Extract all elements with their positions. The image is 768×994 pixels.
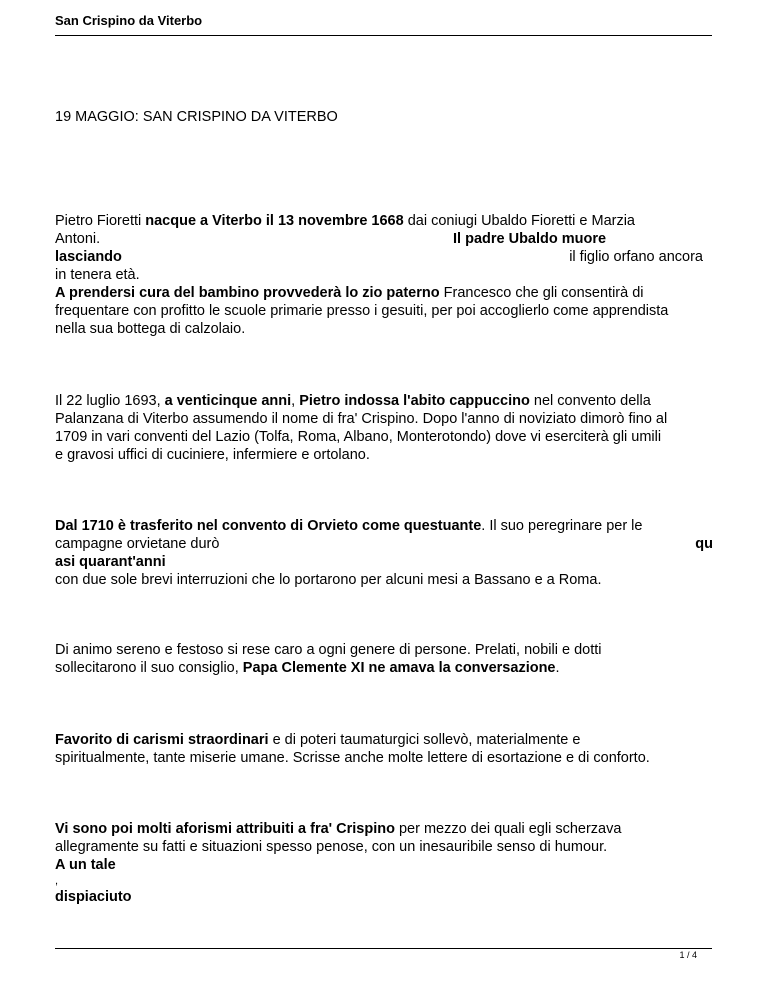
paragraph-3 bbox=[55, 517, 715, 589]
text-run: allegramente su fatti e situazioni spesso penose, con un inesauribile senso di humour. bbox=[55, 839, 608, 855]
bold-text: lasciando bbox=[55, 249, 122, 265]
bold-text: Dal 1710 è trasferito nel convento di Orvieto come questuante bbox=[55, 518, 482, 534]
text-line bbox=[55, 446, 715, 464]
text-line bbox=[55, 392, 715, 410]
bold-text: Favorito di carismi straordinari bbox=[55, 732, 269, 748]
page-number: 1 / 4 bbox=[679, 950, 697, 960]
bold-text: a venticinque anni bbox=[164, 393, 292, 409]
bold-text: qu bbox=[695, 536, 713, 552]
text-run: e gravosi uffici di cuciniere, infermiere e ortolano. bbox=[55, 447, 370, 463]
paragraph-6 bbox=[55, 820, 715, 906]
bold-text: nacque a Viterbo il 13 novembre 1668 bbox=[145, 213, 404, 229]
text-line bbox=[55, 553, 715, 571]
text-line bbox=[55, 535, 713, 553]
text-line bbox=[55, 212, 715, 230]
text-line bbox=[55, 749, 715, 767]
text-run: , bbox=[55, 875, 59, 887]
text-line bbox=[55, 856, 715, 874]
text-run: con due sole brevi interruzioni che lo portarono per alcuni mesi a Bassano e a Roma. bbox=[55, 572, 602, 588]
text-run: in tenera età. bbox=[55, 267, 140, 283]
bold-text: Il padre Ubaldo muore bbox=[453, 231, 607, 247]
text-run: 1709 in vari conventi del Lazio (Tolfa, Roma, Albano, Monterotondo) dove vi eserciterà gli umili bbox=[55, 429, 662, 445]
text-run: sollecitarono il suo consiglio, bbox=[55, 660, 243, 676]
text-run: Palanzana di Viterbo assumendo il nome di fra' Crispino. Dopo l'anno di noviziato dimorò fino al bbox=[55, 411, 668, 427]
text-line bbox=[55, 428, 715, 446]
text-line bbox=[55, 820, 715, 838]
header-divider bbox=[55, 35, 712, 36]
text-line bbox=[55, 659, 715, 677]
bold-text: A un tale bbox=[55, 857, 116, 873]
text-run: per mezzo dei quali egli scherzava bbox=[394, 821, 622, 837]
text-run: . bbox=[555, 660, 560, 676]
text-run: Antoni. bbox=[55, 231, 101, 247]
text-line bbox=[55, 874, 715, 888]
text-line bbox=[55, 888, 715, 906]
text-run: il figlio orfano ancora bbox=[569, 249, 703, 265]
text-line bbox=[55, 641, 715, 659]
text-line bbox=[55, 517, 715, 535]
document-title: 19 MAGGIO: SAN CRISPINO DA VITERBO bbox=[55, 109, 338, 125]
bold-text: Vi sono poi molti aforismi attribuiti a fra' Crispino bbox=[55, 821, 395, 837]
text-run: campagne orvietane durò bbox=[55, 536, 220, 552]
bold-text: Papa Clemente XI ne amava la conversazione bbox=[242, 660, 556, 676]
header-title: San Crispino da Viterbo bbox=[55, 13, 203, 28]
paragraph-5 bbox=[55, 731, 715, 767]
text-run: Francesco che gli consentirà di bbox=[439, 285, 644, 301]
text-run: Pietro Fioretti bbox=[55, 213, 146, 229]
bold-text: A prendersi cura del bambino provvederà lo zio paterno bbox=[55, 285, 440, 301]
text-run: Il 22 luglio 1693, bbox=[55, 393, 165, 409]
text-line bbox=[55, 320, 715, 338]
bold-text: dispiaciuto bbox=[55, 889, 132, 905]
paragraph-2 bbox=[55, 392, 715, 464]
footer-divider bbox=[55, 948, 712, 949]
paragraph-4 bbox=[55, 641, 715, 677]
text-line bbox=[55, 410, 715, 428]
text-line bbox=[55, 571, 715, 589]
text-run: spiritualmente, tante miserie umane. Scrisse anche molte lettere di esortazione e di conforto. bbox=[55, 750, 650, 766]
text-run: dai coniugi Ubaldo Fioretti e Marzia bbox=[403, 213, 635, 229]
text-line bbox=[55, 266, 715, 284]
paragraph-1 bbox=[55, 212, 715, 338]
text-run: nel convento della bbox=[529, 393, 651, 409]
text-line bbox=[55, 731, 715, 749]
bold-text: asi quarant'anni bbox=[55, 554, 166, 570]
text-run: , bbox=[291, 393, 300, 409]
text-line bbox=[55, 248, 703, 266]
text-run: . Il suo peregrinare per le bbox=[481, 518, 643, 534]
text-line bbox=[55, 284, 715, 302]
text-line bbox=[55, 230, 715, 248]
text-line bbox=[55, 838, 715, 856]
text-run: nella sua bottega di calzolaio. bbox=[55, 321, 246, 337]
text-line bbox=[55, 302, 715, 320]
bold-text: Pietro indossa l'abito cappuccino bbox=[299, 393, 530, 409]
text-run: frequentare con profitto le scuole primarie presso i gesuiti, per poi accoglierlo come apprendista bbox=[55, 303, 669, 319]
text-run: Di animo sereno e festoso si rese caro a ogni genere di persone. Prelati, nobili e dotti bbox=[55, 642, 602, 658]
text-run: e di poteri taumaturgici sollevò, materialmente e bbox=[268, 732, 581, 748]
